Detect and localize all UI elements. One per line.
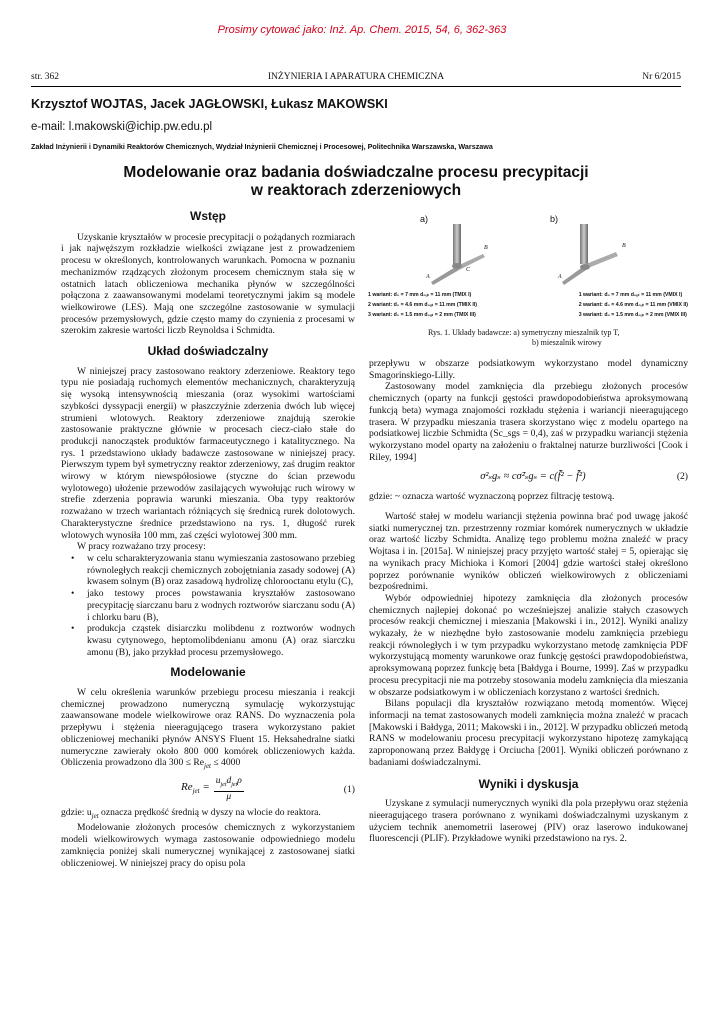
citation-notice: Prosimy cytować jako: Inż. Ap. Chem. 2015, 54, 6, 362-363	[217, 24, 507, 36]
variant-table	[368, 290, 688, 320]
right-paragraph-3: Wartość stałej w modelu wariancji stężenia powinna brać pod uwagę jakość siatki numerycznej tzn. przestrzenny rozmiar komórek numerycznych w układzie oraz wartość liczby Schmidta. Analizę tego problemu można znaleźć w pracy Wojtasa i in. [2015a]. W niniejszej pracy przyjęto wartość stałej = 5, opierając się na wynikach pracy Michioka i Komori [2004] gdzie wartości stałej określono poprzez porównanie wyników obliczeń wielkowirowych z obliczeniami bezpośrednimi.	[369, 511, 688, 593]
arm-label-a: A	[426, 274, 430, 280]
right-paragraph-4: Wybór odpowiedniej hipotezy zamknięcia dla złożonych procesów chemicznych najlepiej dokonać po wcześniejszej analizie stałych czasowych procesów reakcji chemicznej i mieszania [Makowski i in., 2012]. Wyniki analizy wykazały, że w niezbędne było zastosowanie modelu zamknięcia przebiegu reakcji równoległych i w tym przypadku wykorzystano metodę zamknięcia PDF wykorzystującą momenty warunkowe oraz funkcję gęstości prawdopodobieństwa, aproksymowaną poprzez funkcję beta [Bałdyga i Bourne, 1999]. Zaś w przypadku procesu precypitacji nie ma potrzeby stosowania modelu zamknięcia dla mieszania w obszarze podsiatkowym i w obliczeniach korzystano z wartości średnich.	[369, 592, 688, 698]
gdzie-2: gdzie: ~ oznacza wartość wyznaczoną poprzez filtrację testową.	[369, 491, 615, 503]
title-line-1: Modelowanie oraz badania doświadczalne procesu precypitacji	[123, 164, 589, 181]
right-paragraph-2: Zastosowany model zamknięcia dla przebiegu złożonych procesów chemicznych (oparty na funkcji gęstości prawdopodobieństwa aproksymowaną funkcją beta) wymaga znajomości rozkładu stężenia i wariancji nieeragującego trasera. W przypadku mieszania trasera skorzystano więc z modelu opartego na podsiatkowej liczbie Schmidta (Sc_sgs = 0,4), zaś w przypadku wariancji stężenia wykorzystano model oparty na założeniu o fraktalnej naturze burzliwości [Cook i Riley, 1994]	[369, 381, 688, 463]
header-rule	[31, 86, 681, 87]
panel-label-b: b)	[550, 214, 559, 224]
caption-line-2: b) mieszalnik wirowy	[532, 338, 602, 347]
uklad-paragraph: W niniejszej pracy zastosowano reaktory zderzeniowe. Reaktory tego typu nie posiadają ruchomych elementów mechanicznych, charakteryzują się wysoką intensywnością mieszania (oraz wysokimi wartościami szybkości dyssypacji energii) w płaszczyźnie zderzenia dwóch lub więcej strumieni wlotowych. Reaktory zderzeniowe znajdują szerokie zastosowanie praktyczne głównie w procesach ciecz-ciało stałe do produkcji nanocząstek produktów farmaceutycznego i katalitycznego. Na rys. 1 przedstawiono układy badawcze zastosowane w niniejszej pracy. Pierwszym typem był symetryczny reaktor zderzeniowy, zaś drugim reaktor wirowy w którym niewspółosiowe (styczne do ścian przewodu wylotowego) ułożenie przewodów zasilających wywołując ruch wirowy w strefie zderzenia poprawia warunki mieszania. Oba typy reaktorów rozważano w trzech wariantach różniących się średnicą rurek dolotowych. Charakterystyczne średnice przedstawiono na rys. 1, długość rurek wlotowych wynosiła 100 mm, zaś części wylotowej 300 mm.	[61, 365, 355, 541]
arm-label-b-vortex: B	[622, 243, 626, 249]
variants-a	[368, 290, 477, 320]
right-paragraph-5: Bilans populacji dla kryształów rozwiązano metodą momentów. Więcej informacji na temat zastosowanych modeli zamknięcia można znaleźć w pracach [Makowski i Bałdyga, 2011; Makowski i in., 2012]. W przypadku obliczeń metodą RANS w modelowaniu procesu precypitacji wykorzystano hipotezę zamykającą zaproponowaną przez Bałdygę i Orciucha [2001]. Wyniki obliczeń porównano z badaniami doświadczalnymi.	[369, 698, 688, 768]
process-list	[61, 553, 355, 658]
right-paragraph-1: przepływu w obszarze podsiatkowym wykorzystano model dynamiczny Smagorinskiego-Lilly.	[369, 358, 688, 381]
email[interactable]: e-mail: l.makowski@ichip.pw.edu.pl	[31, 121, 213, 133]
eq1-number: (1)	[343, 783, 355, 795]
model-paragraph-2: Modelowanie złożonych procesów chemicznych z wykorzystaniem modeli wielkowirowych wymaga zastosowanie odpowiedniego modelu zamknięcia poniżej skali numerycznej wynikającej z zastosowanej siatki obliczeniowej. W niniejszej pracy do opisu pola	[61, 822, 355, 869]
section-heading-wstep: Wstęp	[190, 209, 226, 223]
figure-1	[368, 212, 688, 348]
uklad-paragraph-2: W pracy rozważano trzy procesy:	[77, 541, 206, 553]
variant-line: 2 wariant: d₀ = 4.6 mm d₀ᵤₜ = 11 mm (TMIX II)	[368, 302, 478, 308]
figure-images	[368, 212, 688, 286]
panel-label-a: a)	[420, 214, 429, 224]
authors: Krzysztof WOJTAS, Jacek JAGŁOWSKI, Łukasz MAKOWSKI	[31, 97, 388, 111]
variant-line: 1 wariant: d₀ = 7 mm d₀ᵤₜ = 11 mm (TMIX I)	[368, 292, 472, 298]
issue-number: Nr 6/2015	[642, 72, 681, 82]
model-paragraph: W celu określenia warunków przebiegu procesu mieszania i reakcji chemicznej prowadzono numeryczną symulację wykorzystując zaawansowane modele wielkowirowe oraz RANS. Do wyznaczenia pola przepływu i stężenia nieeragującego trasera wykorzystano pakiet obliczeniowej mechaniki płynów ANSYS Fluent 15. Heksahedralne siatki numeryczne zawierały około 800 000 komórek obliczeniowych każda. Obliczenia prowadzono dla $300 \le Re_{jet} \le 4000$	[61, 687, 355, 771]
page-number: str. 362	[31, 72, 59, 82]
variant-line: 1 wariant: d₀ = 7 mm d₀ᵤₜ = 11 mm (VMIX I)	[578, 292, 683, 298]
variant-line: 3 wariant: d₀ = 1.5 mm d₀ᵤₜ = 2 mm (TMIX III)	[368, 312, 476, 318]
t-mixer-drawing	[423, 222, 503, 286]
wstep-paragraph: Uzyskanie kryształów w procesie precypitacji o pożądanych rozmiarach i jak najwęższym rozkładzie wielkości związane jest z prowadzeniem procesu w określonych, kontrolowanych warunkach. Pomocna w poznaniu mechanizmów rządzących złożonym procesem chemicznym stała się w ostatnich latach obliczeniowa mechanika płynów w szczególności połączona z zaawansowanymi modelami teoretycznymi jakim są modele wielkowirowe (LES). Mają one szczególne zastosowanie w symulacji procesów przemysłowych, gdzie często mamy do czynienia z procesami w szerokim zakresie wartości liczb Reynoldsa i Schmidta.	[61, 231, 355, 337]
gdzie-1: gdzie: $u_{jet}$ oznacza prędkość średnią w dyszy na wlocie do reaktora.	[61, 806, 321, 820]
vortex-mixer-drawing	[558, 222, 638, 286]
arm-label-c: C	[466, 267, 471, 273]
caption-line-1: Rys. 1. Układy badawcze: a) symetryczny mieszalnik typ T,	[428, 328, 620, 337]
list-item: • w celu scharakteryzowania stanu wymieszania zastosowano przebieg równoległych reakcji chemicznych zobojętniania zasady sodowej (A) kwasem solnym (B) oraz zasadową hydrolizę chlorooctanu etylu (C),	[87, 553, 355, 588]
arm-label-b: B	[484, 245, 488, 251]
right-paragraph-6: Uzyskane z symulacji numerycznych wyniki dla pola przepływu oraz stężenia nieeragującego trasera porównano z wynikami doświadczalnymi uzyskanym z użyciem technik anemometrii laserowej (PIV) oraz laserowo indukowanej fluorescencji (PLIF). Przykładowe wyniki przedstawiono na rys. 2.	[369, 798, 688, 845]
variant-line: 3 wariant: d₀ = 1.5 mm d₀ᵤₜ = 2 mm (VMIX III)	[578, 312, 687, 318]
equation-1	[61, 777, 355, 803]
title-line-2: w reaktorach zderzeniowych	[250, 182, 462, 199]
figure-caption	[368, 328, 688, 348]
section-heading-modelowanie: Modelowanie	[170, 665, 246, 680]
section-heading-wyniki: Wyniki i dyskusja	[478, 776, 579, 791]
eq2-number: (2)	[676, 471, 688, 483]
arm-label-a-vortex: A	[558, 274, 562, 280]
eq2-body: σ²ₛgₛ ≈ cσ̃²ₛgₛ = c(f̄̃² − f̃̄²)	[480, 471, 586, 483]
section-heading-uklad: Układ doświadczalny	[147, 344, 269, 359]
affiliation: Zakład Inżynierii i Dynamiki Reaktorów Chemicznych, Wydział Inżynierii Chemicznej i Procesowej, Politechnika Warszawska, Warszawa	[31, 142, 493, 151]
right-column	[369, 358, 688, 845]
paper-title	[31, 164, 681, 200]
left-column	[61, 211, 355, 869]
list-item: • produkcja cząstek disiarczku molibdenu z roztworów wodnych kwasu cytynowego, heptomolibdenianu amonu (A) oraz siarczku amonu (B), jako przykład procesu przemysłowego.	[87, 623, 355, 658]
eq1-body: $Re_{jet}$ = $u_{jet}d_{jet}\rho$ μ	[180, 775, 242, 803]
equation-2	[369, 467, 688, 487]
variants-b	[579, 290, 688, 320]
variant-line: 2 wariant: d₀ = 4.6 mm d₀ᵤₜ = 11 mm (VMIX II)	[578, 302, 688, 308]
list-item: • jako testowy proces powstawania kryształów zastosowano precypitację siarczanu baru z wodnych roztworów siarczanu sodu (A) i chlorku baru (B),	[87, 588, 355, 623]
journal-name: INŻYNIERIA I APARATURA CHEMICZNA	[267, 72, 445, 82]
